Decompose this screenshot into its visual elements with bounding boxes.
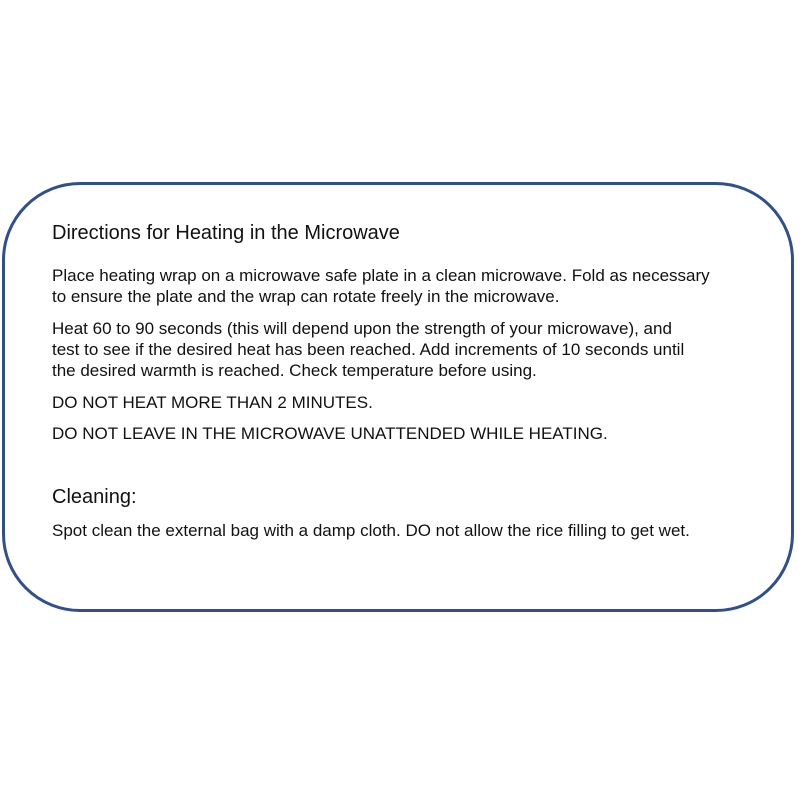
cleaning-text: Spot clean the external bag with a damp cloth. DO not allow the rice filling to get wet. <box>52 521 690 540</box>
paragraph-line: Place heating wrap on a microwave safe plate in a clean microwave. Fold as necessary <box>52 266 710 285</box>
heating-paragraph-placement <box>52 265 710 307</box>
heating-warning-unattended: DO NOT LEAVE IN THE MICROWAVE UNATTENDED WHILE HEATING. <box>52 424 608 443</box>
paragraph-line: to ensure the plate and the wrap can rotate freely in the microwave. <box>52 287 560 306</box>
heating-directions-title: Directions for Heating in the Microwave <box>52 222 400 244</box>
heating-paragraph-timing <box>52 318 684 381</box>
heating-warning-max-time: DO NOT HEAT MORE THAN 2 MINUTES. <box>52 393 373 412</box>
paragraph-line: the desired warmth is reached. Check temperature before using. <box>52 361 537 380</box>
cleaning-heading: Cleaning: <box>52 486 137 508</box>
paragraph-line: Heat 60 to 90 seconds (this will depend upon the strength of your microwave), and <box>52 319 672 338</box>
paragraph-line: test to see if the desired heat has been reached. Add increments of 10 seconds until <box>52 340 685 359</box>
